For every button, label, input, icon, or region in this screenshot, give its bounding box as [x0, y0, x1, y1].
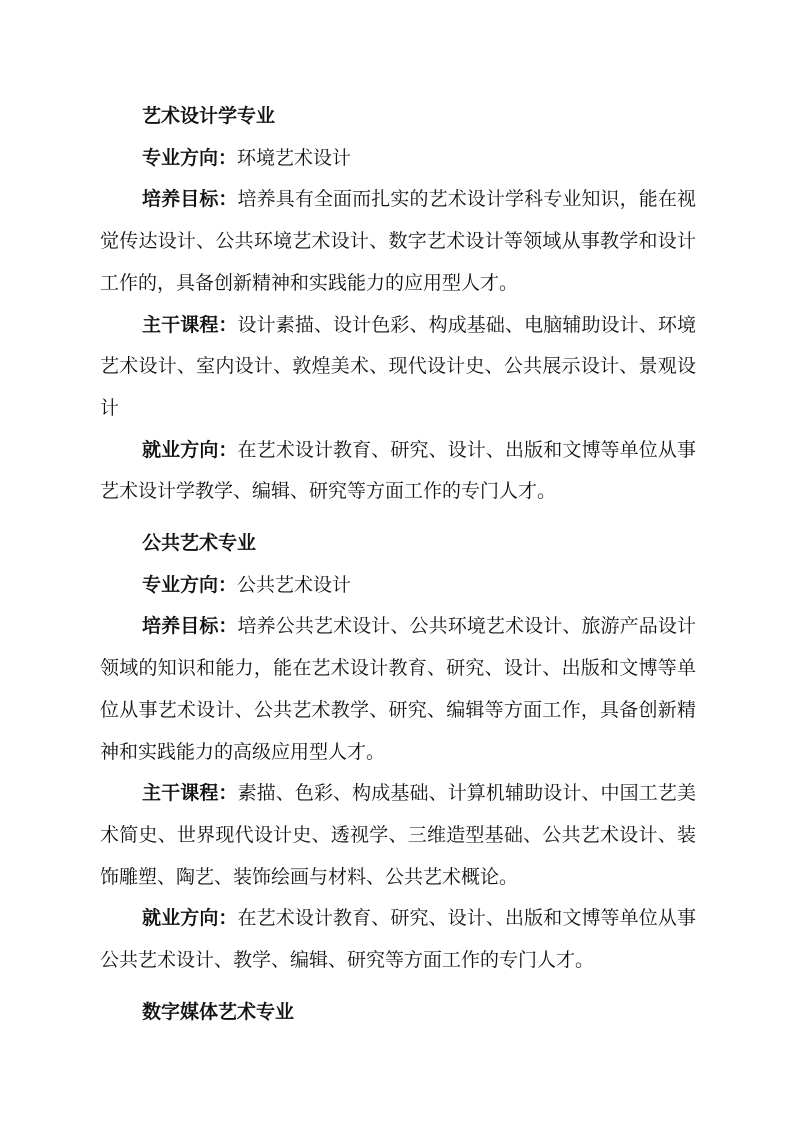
goal-label: 培养目标：	[142, 188, 238, 211]
employment-text: 在艺术设计教育、研究、设计、出版和文博等单位从事艺术设计学教学、编辑、研究等方面工作的专门人才。	[100, 438, 696, 503]
goal-label: 培养目标：	[142, 615, 238, 638]
employment-label: 就业方向：	[142, 438, 238, 461]
goal-text: 培养具有全面而扎实的艺术设计学科专业知识，能在视觉传达设计、公共环境艺术设计、数字艺术设计等领域从事教学和设计工作的，具备创新精神和实践能力的应用型人才。	[100, 188, 696, 294]
employment-paragraph	[100, 898, 696, 981]
courses-paragraph	[100, 773, 696, 898]
courses-text: 设计素描、设计色彩、构成基础、电脑辅助设计、环境艺术设计、室内设计、敦煌美术、现代设计史、公共展示设计、景观设计	[100, 313, 696, 419]
document-body	[100, 96, 696, 1033]
major-title: 公共艺术专业	[142, 532, 257, 555]
employment-paragraph	[100, 430, 696, 513]
direction-text: 公共艺术设计	[237, 573, 352, 596]
section-gap	[100, 982, 696, 992]
goal-paragraph	[100, 606, 696, 773]
major-section-digital-media-art	[100, 992, 696, 1034]
courses-paragraph	[100, 305, 696, 430]
direction-paragraph	[100, 138, 696, 180]
employment-text: 在艺术设计教育、研究、设计、出版和文博等单位从事公共艺术设计、教学、编辑、研究等方面工作的专门人才。	[100, 907, 696, 972]
direction-text: 环境艺术设计	[237, 146, 352, 169]
direction-paragraph	[100, 565, 696, 607]
direction-label: 专业方向：	[142, 573, 238, 596]
major-title: 数字媒体艺术专业	[142, 1000, 295, 1023]
courses-label: 主干课程：	[142, 782, 238, 805]
courses-label: 主干课程：	[142, 313, 238, 336]
major-title: 艺术设计学专业	[142, 105, 276, 127]
courses-text: 素描、色彩、构成基础、计算机辅助设计、中国工艺美术简史、世界现代设计史、透视学、三维造型基础、公共艺术设计、装饰雕塑、陶艺、装饰绘画与材料、公共艺术概论。	[100, 782, 696, 888]
direction-label: 专业方向：	[142, 146, 238, 169]
section-gap	[100, 513, 696, 523]
major-section-public-art	[100, 523, 696, 982]
employment-label: 就业方向：	[142, 907, 238, 930]
goal-text: 培养公共艺术设计、公共环境艺术设计、旅游产品设计领域的知识和能力，能在艺术设计教育、研究、设计、出版和文博等单位从事艺术设计、公共艺术教学、研究、编辑等方面工作，具备创新精神和实践能力的高级应用型人才。	[100, 615, 696, 763]
goal-paragraph	[100, 179, 696, 304]
major-section-art-design	[100, 96, 696, 513]
